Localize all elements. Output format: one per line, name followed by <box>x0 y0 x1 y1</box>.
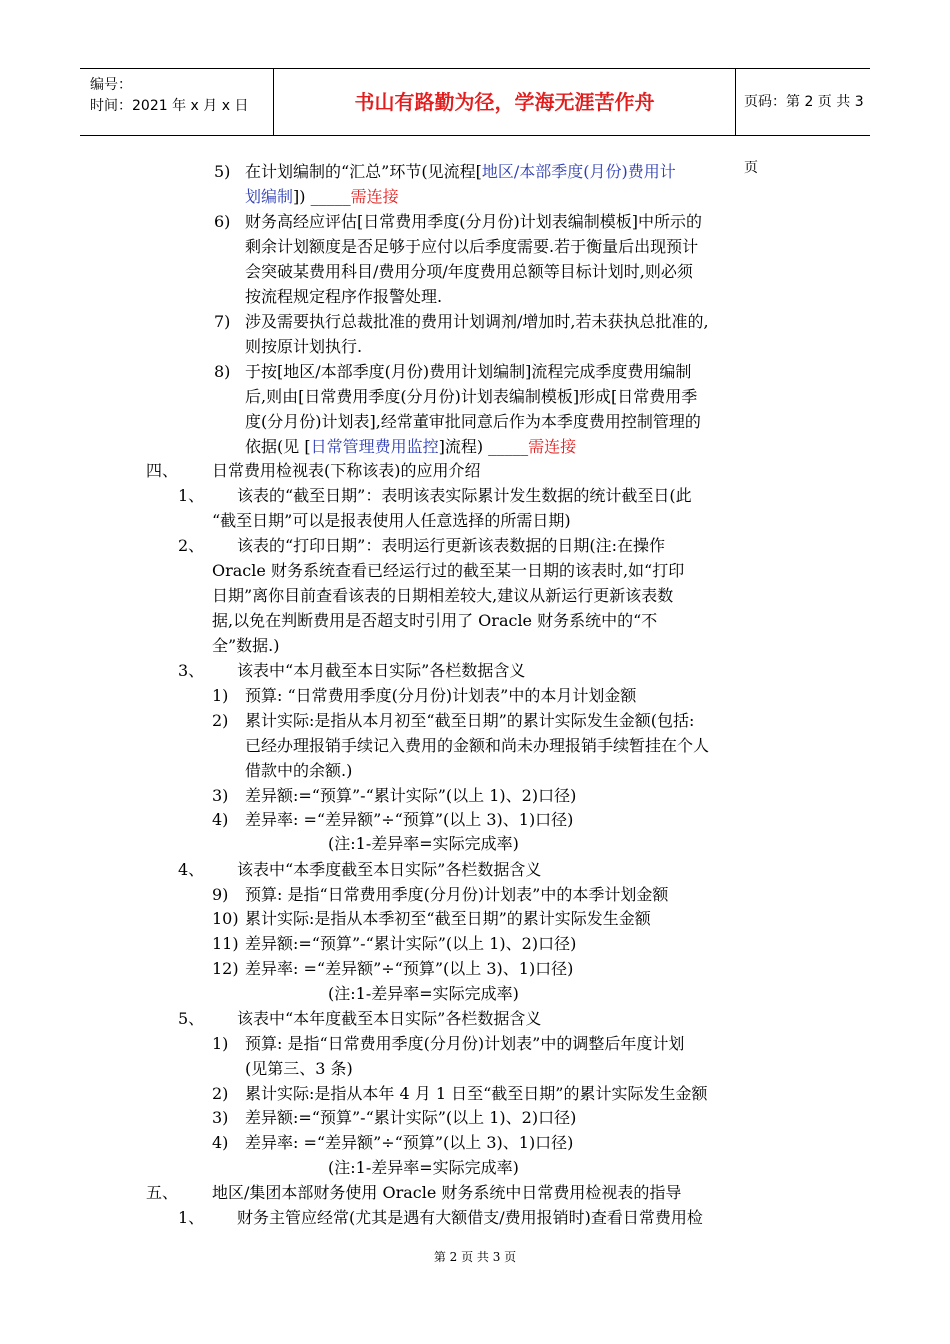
text-run: Oracle 财务系统查看已经运行过的截至某一日期的该表时,如“打印 <box>212 561 685 580</box>
text-run: 会突破某费用科目/费用分项/年度费用总额等目标计划时,则必须 <box>245 262 693 281</box>
text-run: 预算: “日常费用季度(分月份)计划表”中的本月计划金额 <box>245 686 637 705</box>
text-run: 则按原计划执行. <box>245 337 363 356</box>
list-number: 3、 <box>178 661 205 680</box>
text-run: 借款中的余额.) <box>245 761 353 780</box>
line-text <box>245 160 676 184</box>
text-run: 已经办理报销手续记入费用的金额和尚未办理报销手续暂挂在个人 <box>245 736 710 755</box>
line-text <box>237 858 541 882</box>
line-text <box>245 1057 353 1081</box>
text-run: 据,以免在判断费用是否超支时引用了 Oracle 财务系统中的“不 <box>212 611 658 630</box>
text-run: (注:1-差异率=实际完成率) <box>328 1158 519 1177</box>
line-text <box>245 410 701 434</box>
list-number: 3) <box>212 1108 229 1127</box>
text-run: 该表的“截至日期”：表明该表实际累计发生数据的统计截至日(此 <box>237 486 692 505</box>
line-text <box>245 235 698 259</box>
flow-link[interactable]: 地区/本部季度(月份)费用计 <box>481 162 676 181</box>
text-run: 差异额:=“预算”-“累计实际”(以上 1)、2)口径) <box>245 934 577 953</box>
list-number: 五、 <box>146 1183 179 1202</box>
line-text <box>245 210 702 234</box>
text-run: 在计划编制的“汇总”环节(见流程[ <box>245 162 482 181</box>
text-run: 日期”离你目前查看该表的日期相差较大,建议从新运行更新该表数 <box>212 586 674 605</box>
text-run: ]) _____ <box>293 187 351 206</box>
text-run: 差异额:=“预算”-“累计实际”(以上 1)、2)口径) <box>245 786 577 805</box>
list-number: 5、 <box>178 1009 205 1028</box>
text-run: 度(分月份)计划表],经常董审批同意后作为本季度费用控制管理的 <box>245 412 701 431</box>
document-time-label: 时间：2021 年 x 月 x 日 <box>90 98 249 114</box>
line-text <box>245 385 697 409</box>
line-text <box>245 1131 573 1155</box>
text-run: 财务主管应经常(尤其是遇有大额借支/费用报销时)查看日常费用检 <box>237 1208 703 1227</box>
list-number: 4) <box>212 810 229 829</box>
list-number: 4) <box>212 1133 229 1152</box>
list-number: 10) <box>212 909 239 928</box>
text-run: (注:1-差异率=实际完成率) <box>328 834 519 853</box>
list-number: 四、 <box>146 461 179 480</box>
line-text <box>212 609 657 633</box>
list-number: 7) <box>214 312 231 331</box>
text-run: 于按[地区/本部季度(月份)费用计划编制]流程完成季度费用编制 <box>245 362 692 381</box>
list-number: 1、 <box>178 486 205 505</box>
list-number: 9) <box>212 885 229 904</box>
line-text <box>237 1206 703 1230</box>
list-number: 8) <box>214 362 231 381</box>
header-motto: 书山有路勤为径，学海无涯苦作舟 <box>274 69 736 135</box>
text-run: 依据(见 [ <box>245 437 311 456</box>
list-number: 4、 <box>178 860 205 879</box>
line-text <box>237 484 692 508</box>
line-text <box>245 1106 576 1130</box>
text-run: 差异率: =“差异额”÷“预算”(以上 3)、1)口径) <box>245 1133 574 1152</box>
text-run: 全”数据.) <box>212 636 280 655</box>
line-text <box>245 759 352 783</box>
line-text <box>245 310 709 334</box>
list-number: 3) <box>212 786 229 805</box>
text-run: ]流程) _____ <box>438 437 529 456</box>
line-text <box>245 684 636 708</box>
line-text <box>237 1007 541 1031</box>
text-run: 累计实际:是指从本季初至“截至日期”的累计实际发生金额 <box>245 909 651 928</box>
text-run: 该表中“本月截至本日实际”各栏数据含义 <box>237 661 526 680</box>
line-text <box>237 659 525 683</box>
text-run: (注:1-差异率=实际完成率) <box>328 984 519 1003</box>
text-run: 差异率: =“差异额”÷“预算”(以上 3)、1)口径) <box>245 810 574 829</box>
line-text <box>245 784 576 808</box>
line-text <box>212 1181 681 1205</box>
line-text <box>245 932 576 956</box>
text-run: 预算: 是指“日常费用季度(分月份)计划表”中的本季计划金额 <box>245 885 669 904</box>
text-run: 后,则由[日常费用季度(分月份)计划表编制模板]形成[日常费用季 <box>245 387 698 406</box>
text-run: 累计实际:是指从本年 4 月 1 日至“截至日期”的累计实际发生金额 <box>245 1084 708 1103</box>
list-number: 2) <box>212 711 229 730</box>
text-run: “截至日期”可以是报表使用人任意选择的所需日期) <box>212 511 571 530</box>
list-number: 1) <box>212 686 229 705</box>
line-text <box>245 285 442 309</box>
page-footer: 第 2 页 共 3 页 <box>433 1250 517 1264</box>
flow-link[interactable]: 日常管理费用监控 <box>310 437 439 456</box>
list-number: 1、 <box>178 1208 205 1227</box>
text-run: (见第三、3 条) <box>245 1059 353 1078</box>
text-run: 地区/集团本部财务使用 Oracle 财务系统中日常费用检视表的指导 <box>212 1183 682 1202</box>
line-text <box>245 957 573 981</box>
text-run: 涉及需要执行总裁批准的费用计划调剂/增加时,若未获执总批准的, <box>245 312 709 331</box>
text-run: 按流程规定程序作报警处理. <box>245 287 443 306</box>
list-number: 1) <box>212 1034 229 1053</box>
line-text <box>245 260 693 284</box>
line-text <box>212 459 481 483</box>
line-text <box>245 360 691 384</box>
list-number: 6) <box>214 212 231 231</box>
line-text <box>245 435 576 459</box>
line-text <box>237 534 665 558</box>
line-text <box>245 185 399 209</box>
text-run: 该表的“打印日期”：表明运行更新该表数据的日期(注:在操作 <box>237 536 665 555</box>
document-number-label: 编号： <box>90 77 132 93</box>
line-text <box>212 584 673 608</box>
text-run: 累计实际:是指从本月初至“截至日期”的累计实际发生金额(包括: <box>245 711 695 730</box>
text-run: 该表中“本季度截至本日实际”各栏数据含义 <box>237 860 542 879</box>
flow-link[interactable]: 划编制 <box>245 187 294 206</box>
line-text <box>212 509 571 533</box>
list-number: 11) <box>212 934 239 953</box>
line-text <box>245 335 362 359</box>
line-text <box>245 1082 707 1106</box>
text-run: 预算: 是指“日常费用季度(分月份)计划表”中的调整后年度计划 <box>245 1034 685 1053</box>
line-text <box>245 1032 684 1056</box>
needs-link-note: 需连接 <box>350 187 399 206</box>
text-run: 财务高经应评估[日常费用季度(分月份)计划表编制模板]中所示的 <box>245 212 702 231</box>
header-info-cell <box>80 69 274 135</box>
line-text <box>245 808 573 832</box>
line-text <box>245 734 709 758</box>
text-run: 该表中“本年度截至本日实际”各栏数据含义 <box>237 1009 542 1028</box>
list-number: 2、 <box>178 536 205 555</box>
list-number: 12) <box>212 959 239 978</box>
text-run: 差异额:=“预算”-“累计实际”(以上 1)、2)口径) <box>245 1108 577 1127</box>
list-number: 2) <box>212 1084 229 1103</box>
needs-link-note: 需连接 <box>528 437 577 456</box>
line-text <box>245 907 651 931</box>
line-text <box>328 1156 519 1180</box>
list-number: 5) <box>214 162 231 181</box>
line-text <box>328 982 519 1006</box>
line-text <box>212 634 280 658</box>
header-page-number: 页码：第 2 页 共 3 页 <box>744 94 864 176</box>
line-text <box>212 559 684 583</box>
line-text <box>328 832 519 856</box>
text-run: 剩余计划额度是否足够于应付以后季度需要.若于衡量后出现预计 <box>245 237 699 256</box>
text-run: 差异率: =“差异额”÷“预算”(以上 3)、1)口径) <box>245 959 574 978</box>
line-text <box>245 883 668 907</box>
line-text <box>245 709 694 733</box>
text-run: 日常费用检视表(下称该表)的应用介绍 <box>212 461 481 480</box>
